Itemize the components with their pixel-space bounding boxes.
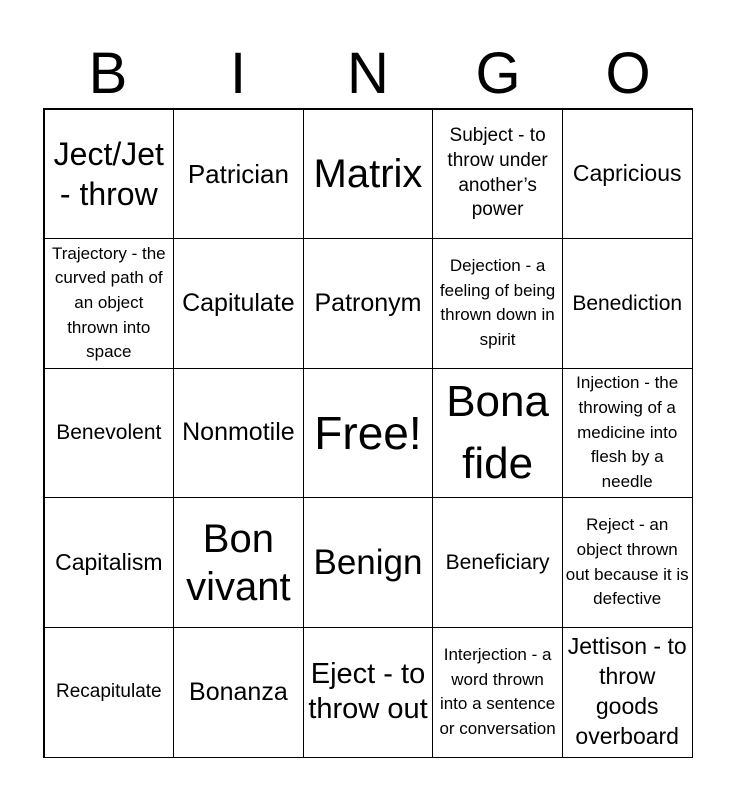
bingo-cell[interactable]	[44, 109, 175, 240]
bingo-cell-text: Matrix	[313, 151, 423, 196]
bingo-cell-text: Reject - an object thrown out because it is defective	[565, 515, 689, 609]
bingo-cell-text: Trajectory - the curved path of an object thrown into space	[51, 243, 166, 362]
bingo-cell-text: Ject/Jet - throw	[53, 135, 164, 212]
bingo-cell-text: Subject - to throw under another’s power	[447, 125, 548, 221]
bingo-cell-text: Patronym	[314, 288, 422, 317]
bingo-cell[interactable]	[562, 368, 693, 499]
bingo-cell[interactable]	[562, 627, 693, 758]
bingo-cell[interactable]	[432, 627, 563, 758]
bingo-cell[interactable]	[562, 497, 693, 628]
bingo-cell[interactable]	[303, 497, 434, 628]
bingo-grid	[43, 108, 693, 758]
bingo-cell[interactable]	[432, 238, 563, 369]
bingo-cell[interactable]	[173, 497, 304, 628]
bingo-cell[interactable]	[44, 238, 175, 369]
bingo-cell[interactable]	[173, 368, 304, 499]
header-letter-b: B	[88, 41, 128, 106]
bingo-cell-text: Capitulate	[182, 288, 295, 317]
bingo-cell-text: Capitalism	[55, 548, 163, 575]
bingo-cell-text: Free!	[314, 406, 422, 459]
bingo-cell[interactable]	[562, 109, 693, 240]
bingo-cell-text: Dejection - a feeling of being thrown down in spirit	[439, 256, 556, 350]
bingo-cell[interactable]	[44, 368, 175, 499]
bingo-cell[interactable]	[432, 109, 563, 240]
bingo-cell[interactable]	[432, 368, 563, 499]
bingo-cell[interactable]	[303, 627, 434, 758]
header-letter-o: O	[605, 41, 651, 106]
bingo-cell-text: Injection - the throwing of a medicine into flesh by a needle	[576, 373, 679, 491]
bingo-cell[interactable]	[303, 109, 434, 240]
bingo-cell-text: Jettison - to throw goods overboard	[567, 633, 687, 750]
bingo-cell-text: Nonmotile	[182, 418, 295, 447]
bingo-cell-text: Capricious	[572, 159, 682, 186]
header-letter-n: N	[347, 41, 389, 106]
bingo-cell-text: Benediction	[572, 291, 683, 315]
bingo-cell-text: Bonanza	[189, 677, 288, 706]
bingo-cell-text: Eject - to throw out	[308, 658, 428, 726]
bingo-cell-text: Benevolent	[56, 421, 162, 445]
bingo-cell-text: Interjection - a word thrown into a sentence or conversation	[439, 644, 556, 738]
bingo-cell[interactable]	[173, 109, 304, 240]
bingo-cell[interactable]	[303, 238, 434, 369]
bingo-cell[interactable]	[562, 238, 693, 369]
bingo-cell[interactable]	[432, 497, 563, 628]
bingo-cell-text: Bona fide	[446, 377, 549, 488]
bingo-cell[interactable]	[173, 627, 304, 758]
header-letter-g: G	[475, 41, 521, 106]
header-letter-i: I	[229, 41, 247, 106]
bingo-cell-text: Bon vivant	[186, 516, 291, 609]
bingo-cell[interactable]	[173, 238, 304, 369]
bingo-header	[43, 40, 693, 108]
bingo-cell-text: Patrician	[187, 158, 289, 189]
bingo-cell[interactable]	[44, 627, 175, 758]
bingo-cell-text: Benign	[313, 542, 423, 582]
bingo-cell-text: Beneficiary	[445, 550, 550, 574]
bingo-cell[interactable]	[303, 368, 434, 499]
bingo-cell[interactable]	[44, 497, 175, 628]
bingo-cell-text: Recapitulate	[55, 680, 162, 702]
